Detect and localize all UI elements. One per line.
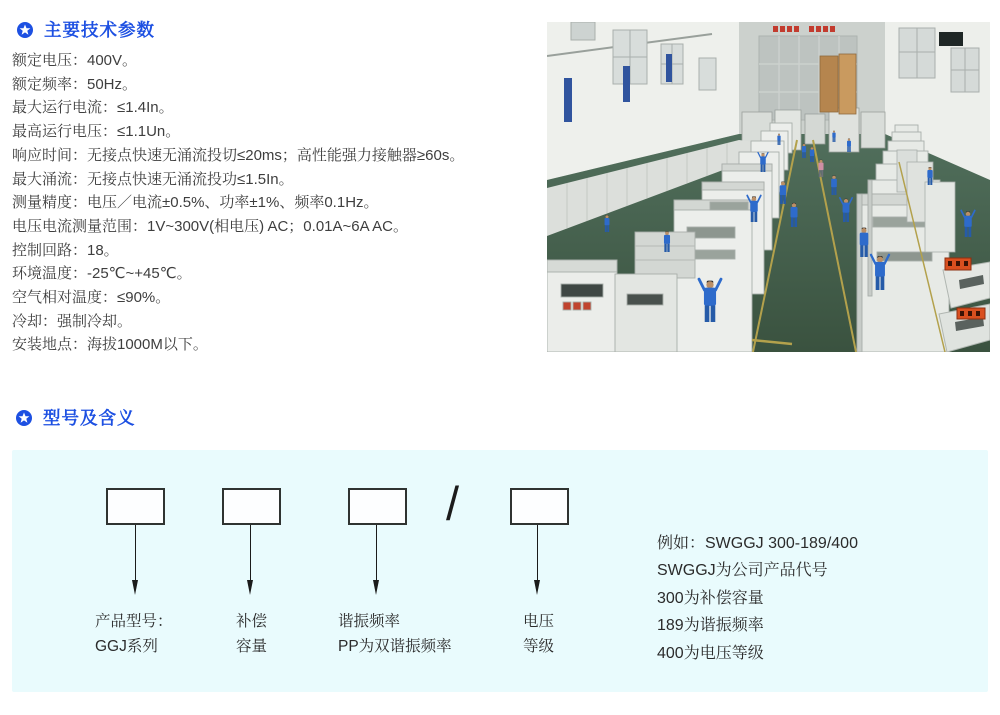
model-panel <box>12 450 988 692</box>
model-heading <box>16 405 136 430</box>
star-icon <box>16 410 32 426</box>
model-column-label-1 <box>95 610 173 659</box>
model-code-box-3 <box>348 488 407 525</box>
star-icon <box>17 22 33 38</box>
specs-heading <box>17 17 155 42</box>
factory-photo-image <box>547 22 990 352</box>
model-column-label-4 <box>523 610 554 659</box>
wall-screen <box>939 32 963 46</box>
label-line: 产品型号： <box>95 613 173 630</box>
label-line: PP为双谐振频率 <box>338 637 452 655</box>
down-arrow <box>250 525 251 580</box>
model-example <box>657 530 858 667</box>
spec-line: 安装地点：海拔1000M以下。 <box>12 336 208 354</box>
example-line: SWGGJ为公司产品代号 <box>657 562 828 580</box>
wooden-cabinets <box>820 54 856 114</box>
model-column-label-3 <box>338 610 452 659</box>
label-line: GGJ系列 <box>95 637 158 655</box>
spec-line: 最大涌流：无接点快速无涌流投功≤1.5In。 <box>12 170 294 188</box>
label-line: 电压 <box>523 613 555 630</box>
spec-line: 冷却：强制冷却。 <box>12 312 133 330</box>
example-line: 189为谐振频率 <box>657 617 764 635</box>
model-heading-label: 型号及含义 <box>43 408 136 428</box>
spec-line: 环境温度：-25℃~+45℃。 <box>12 265 192 283</box>
spec-list <box>12 49 464 357</box>
down-arrow <box>537 525 538 580</box>
example-line: 400为电压等级 <box>657 644 764 662</box>
factory-photo <box>547 22 990 352</box>
spec-line: 响应时间：无接点快速无涌流投切≤20ms；高性能强力接触器≥60s。 <box>12 146 465 164</box>
specs-heading-label: 主要技术参数 <box>44 20 155 40</box>
down-arrow <box>135 525 136 580</box>
spec-line: 最大运行电流：≤1.4In。 <box>12 99 174 117</box>
example-line: 300为补偿容量 <box>657 589 764 607</box>
label-line: 容量 <box>236 637 268 655</box>
label-line: 等级 <box>523 637 555 655</box>
spec-line: 控制回路：18。 <box>12 241 119 259</box>
label-line: 谐振频率 <box>338 613 401 630</box>
model-column-label-2 <box>236 610 267 659</box>
example-line: 例如：SWGGJ 300-189/400 <box>657 535 858 552</box>
down-arrow <box>376 525 377 580</box>
spec-line: 电压电流测量范围：1V~300V(相电压) AC；0.01A~6A AC。 <box>12 217 408 235</box>
model-code-box-2 <box>222 488 281 525</box>
spec-line: 测量精度：电压／电流±0.5%、功率±1%、频率0.1Hz。 <box>12 194 379 212</box>
spec-line: 额定电压：400V。 <box>12 52 138 69</box>
model-code-slash: / <box>446 477 460 530</box>
spec-line: 额定频率：50Hz。 <box>12 75 138 93</box>
model-code-box-1 <box>106 488 165 525</box>
label-line: 补偿 <box>236 613 268 630</box>
model-code-box-4 <box>510 488 569 525</box>
spec-line: 空气相对温度：≤90%。 <box>12 289 171 307</box>
spec-line: 最高运行电压：≤1.1Un。 <box>12 123 181 141</box>
